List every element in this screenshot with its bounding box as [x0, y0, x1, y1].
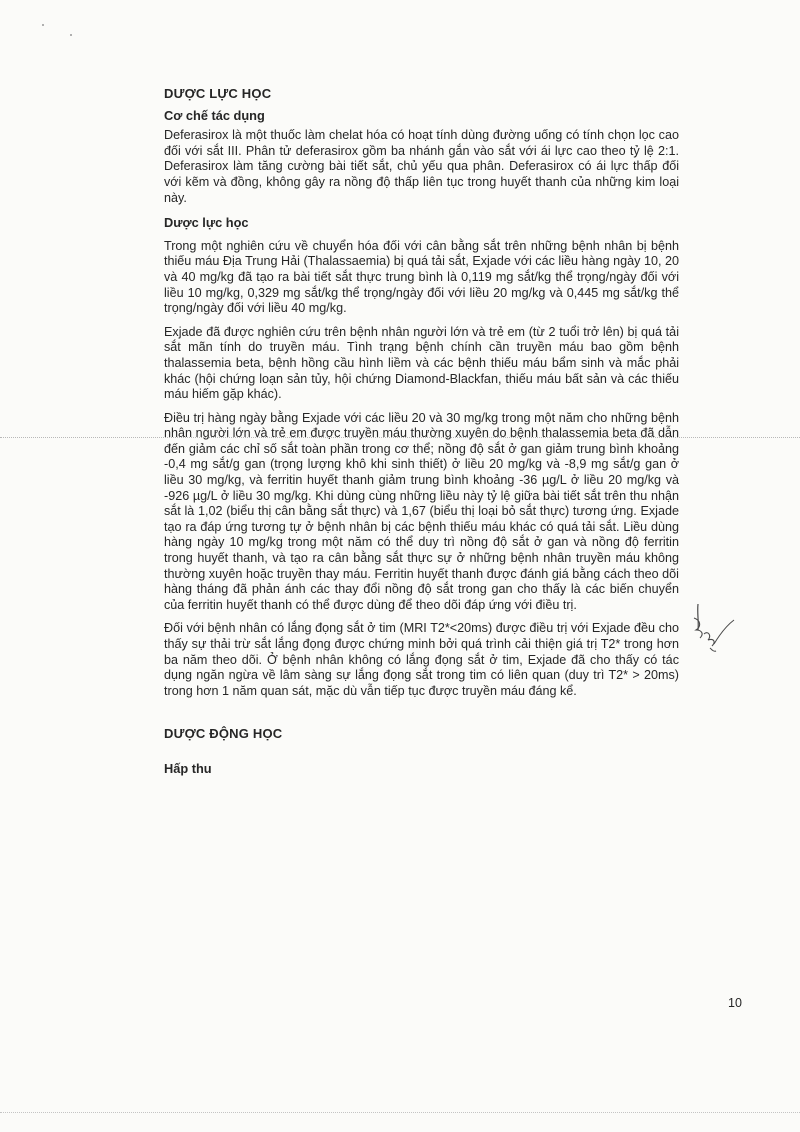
page-number: 10 — [728, 996, 742, 1010]
section-heading-pharmacokinetics: DƯỢC ĐỘNG HỌC — [164, 726, 283, 742]
subheading-absorption: Hấp thu — [164, 760, 212, 776]
section-heading-pharmacodynamics: DƯỢC LỰC HỌC — [164, 86, 272, 101]
paragraph-treatment-results: Điều trị hàng ngày bằng Exjade với các liều 20 và 30 mg/kg trong một năm cho những bệnh nhân người lớn và trẻ em được truyền máu thường xuyên do bệnh thalassemia beta đã dẫn đến giảm các chỉ số sắt toàn phần trong cơ thể; nồng độ sắt ở gan giảm trung bình khoảng -0,4 mg sắt/g gan (trọng lượng khô khi sinh thiết) ở liều 20 mg/kg và -8,9 mg sắt/g gan ở liều 30 mg/kg, và ferritin huyết thanh giảm trung bình khoảng -36 µg/L ở liều 20 mg/kg và -926 µg/L ở liều 30 mg/kg. Khi dùng cùng những liều này tỷ lệ giữa bài tiết sắt trên thu nhận sắt là 1,02 (biểu thị cân bằng sắt thực) và 1,67 (biểu thị loại bỏ sắt thực) tương ứng. Exjade tạo ra đáp ứng tương tự ở bệnh nhân bị các bệnh thiếu máu khác có quá tải sắt. Liều dùng hàng ngày 10 mg/kg trong một năm có thể duy trì nồng độ sắt ở gan và nồng độ ferritin trong huyết thanh, và tạo ra cân bằng sắt thực sự ở những bệnh nhân truyền máu không thường xuyên hoặc truyền thay máu. Ferritin huyết thanh được đánh giá bằng cách theo dõi hàng tháng đã phản ánh các thay đổi nồng độ sắt trong gan cho thấy là các biến chuyển của ferritin huyết thanh có thể được dùng để theo dõi đáp ứng với điều trị. — [164, 410, 679, 612]
paragraph-cardiac-iron: Đối với bệnh nhân có lắng đọng sắt ở tim (MRI T2*<20ms) được điều trị với Exjade đều cho thấy sự thải trừ sắt lắng đọng được chứng minh bởi quá trình cải thiện giá trị T2* trong hơn ba năm theo dõi. Ở bệnh nhân không có lắng đọng sắt ở tim, Exjade đã cho thấy có tác dụng ngăn ngừa về lâm sàng sự lắng đọng sắt trong tim có liên quan (duy trì T2* > 20ms) trong hơn 1 năm quan sát, mặc dù vẫn tiếp tục được truyền máu đáng kể. — [164, 621, 679, 698]
paragraph-iron-balance-study: Trong một nghiên cứu về chuyển hóa đối với cân bằng sắt trên những bệnh nhân bị bệnh thiếu máu Địa Trung Hải (Thalassaemia) bị quá tải sắt, Exjade với các liều hàng ngày 10, 20 và 40 mg/kg đã tạo ra bài tiết sắt thực trung bình là 0,119 mg sắt/kg thể trọng/ngày đối với liều 10 mg/kg, 0,329 mg sắt/kg thể trọng/ngày đối với liều 20 mg/kg và 0,445 mg sắt/kg thể trọng/ngày đối với liều 40 mg/kg. — [164, 238, 679, 316]
paragraph-study-population: Exjade đã được nghiên cứu trên bệnh nhân người lớn và trẻ em (từ 2 tuổi trở lên) bị quá tải sắt mãn tính do truyền máu. Tình trạng bệnh chính cần truyền máu bao gồm bệnh thalassemia beta, bệnh hồng cầu hình liềm và các bệnh thiếu máu bẩm sinh và mắc phải khác (hội chứng loạn sản tủy, hội chứng Diamond-Blackfan, thiếu máu bất sản và các thiếu máu hiếm gặp khác). — [164, 324, 679, 402]
subheading-pharmacodynamics: Dược lực học — [164, 215, 249, 231]
paragraph-mechanism: Deferasirox là một thuốc làm chelat hóa có hoạt tính dùng đường uống có tính chọn lọc cao đối với sắt III. Phân tử deferasirox gồm ba nhánh gắn vào sắt với ái lực cao theo tỷ lệ 2:1. Deferasirox làm tăng cường bài tiết sắt, chủ yếu qua phân. Deferasirox có ái lực thấp đối với kẽm và đồng, không gây ra nồng độ thấp liên tục trong huyết thanh của những kim loại này. — [164, 128, 679, 205]
document-body — [164, 86, 679, 777]
scan-bottom-line — [0, 1112, 800, 1113]
scan-speck — [70, 34, 72, 36]
scan-speck — [42, 24, 44, 26]
handwritten-initials-icon — [688, 600, 736, 656]
subheading-mechanism: Cơ chế tác dụng — [164, 107, 265, 123]
